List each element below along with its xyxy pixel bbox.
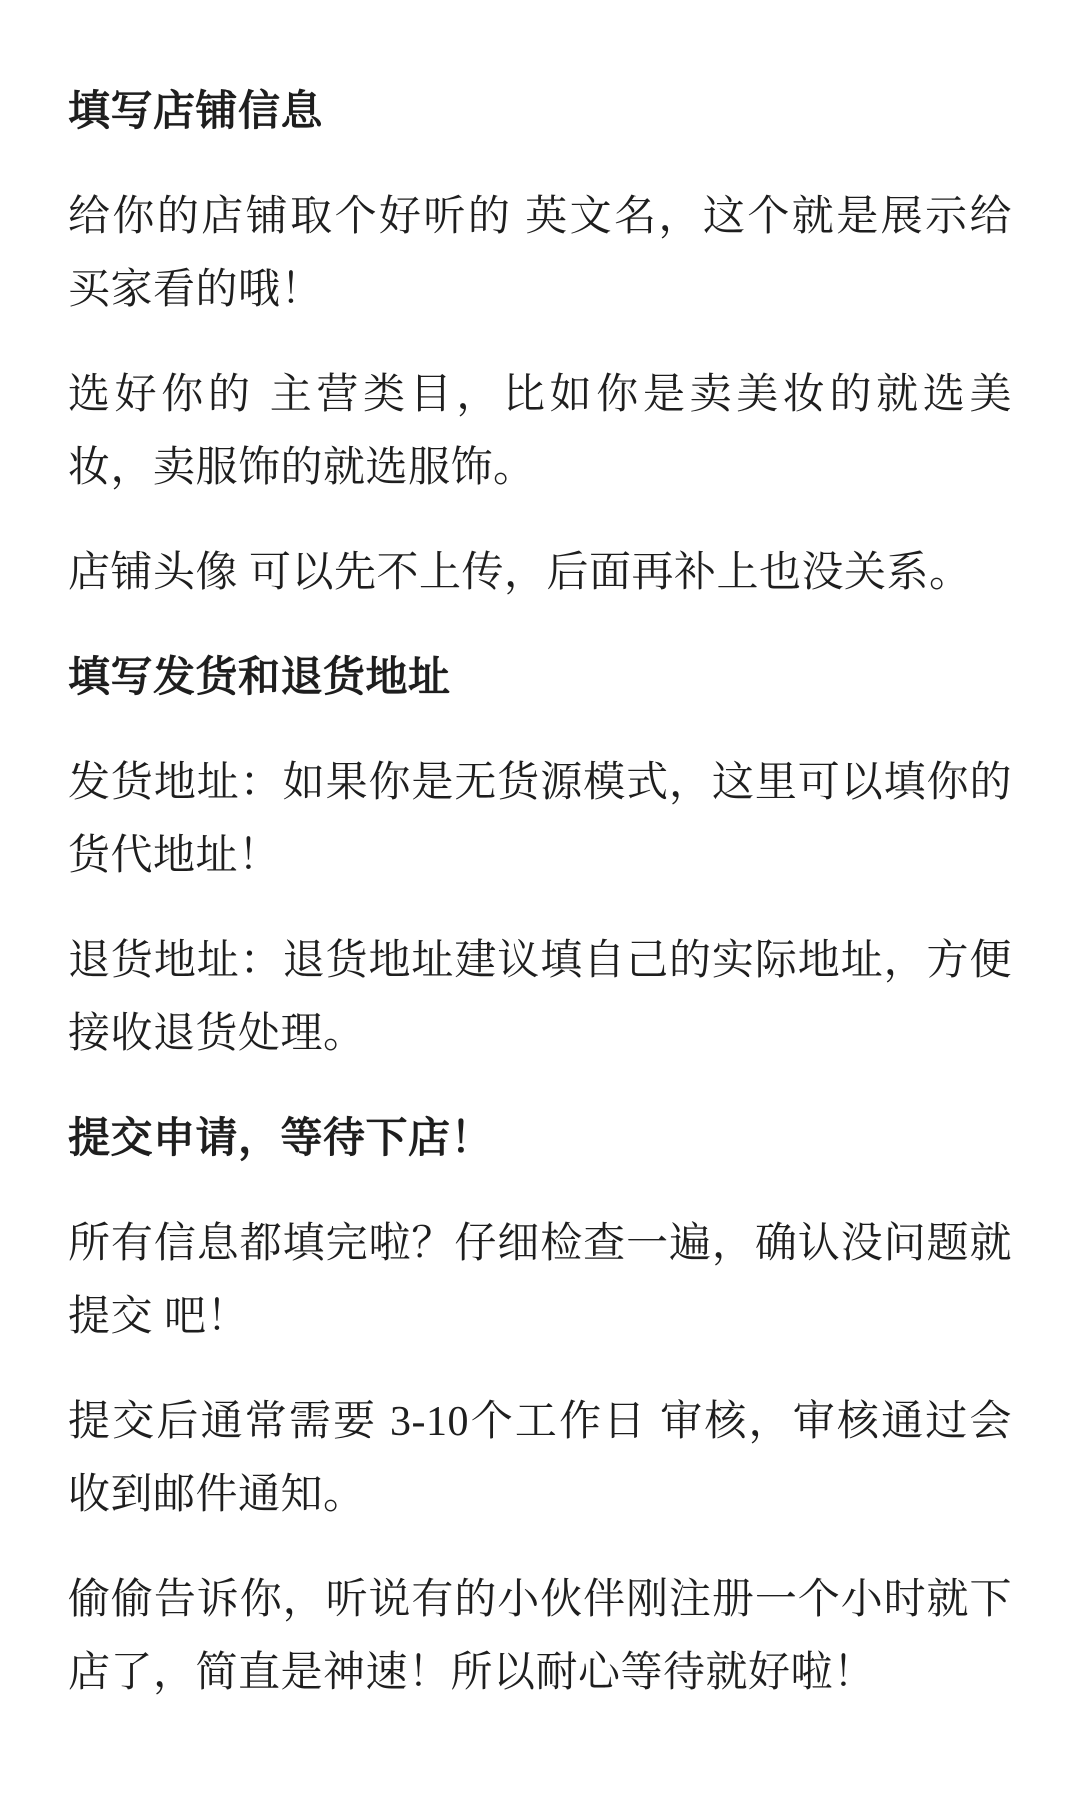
paragraph-shipping-address: 发货地址：如果你是无货源模式，这里可以填你的货代地址！ [68, 760, 1012, 879]
paragraph-store-avatar: 店铺头像 可以先不上传，后面再补上也没关系。 [68, 550, 972, 596]
paragraph-review-time: 提交后通常需要 3-10个工作日 审核，审核通过会收到邮件通知。 [68, 1399, 1012, 1518]
heading-submit-application: 提交申请，等待下店！ [68, 1116, 494, 1162]
paragraph-main-category: 选好你的 主营类目，比如你是卖美妆的就选美妆，卖服饰的就选服饰。 [68, 372, 1012, 491]
paragraph-check-and-submit: 所有信息都填完啦？仔细检查一遍，确认没问题就提交 吧！ [68, 1221, 1012, 1340]
heading-fill-store-info: 填写店铺信息 [68, 89, 324, 135]
paragraph-store-name: 给你的店铺取个好听的 英文名，这个就是展示给买家看的哦！ [68, 194, 1012, 313]
paragraph-return-address: 退货地址：退货地址建议填自己的实际地址，方便接收退货处理。 [68, 938, 1012, 1057]
paragraph-fast-approval-tip: 偷偷告诉你，听说有的小伙伴刚注册一个小时就下店了，简直是神速！所以耐心等待就好啦！ [68, 1577, 1012, 1696]
heading-fill-addresses: 填写发货和退货地址 [68, 655, 451, 701]
